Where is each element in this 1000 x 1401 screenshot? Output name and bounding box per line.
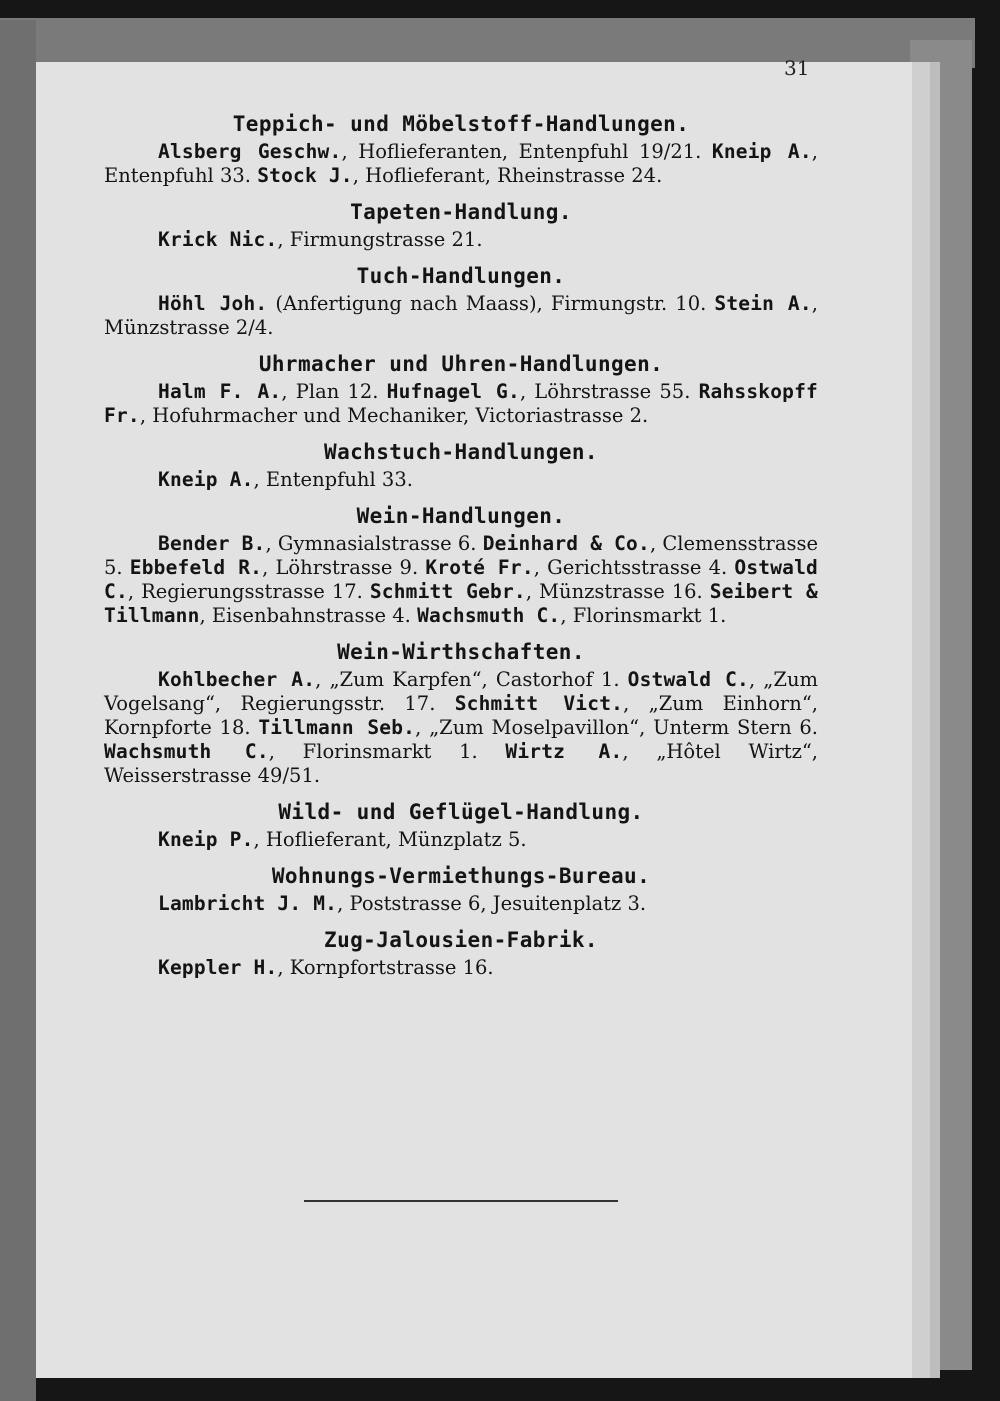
entry-name: Stock J. [257,164,353,187]
directory-entry [158,956,494,979]
entry-name: Krick Nic. [158,228,278,251]
directory-section [104,108,818,188]
entry-detail: , Hofuhrmacher und Mechaniker, Victoriastrasse 2. [139,404,649,427]
entry-name: Kneip A. [158,468,254,491]
entry-name: Deinhard & Co. [482,532,650,555]
section-entries [104,468,818,492]
entry-detail: , „Zum Karpfen“, Castorhof 1. [315,668,620,691]
entry-detail: , „Hôtel Wirtz“, Weisserstrasse 49/51. [104,740,819,787]
directory-entry [158,228,483,251]
entry-name: Kohlbecher A. [158,668,316,691]
directory-entry [158,380,378,403]
entry-name: Wachsmuth C. [104,740,269,763]
entry-detail: , Florinsmarkt 1. [560,604,727,627]
entry-name: Stein A. [714,292,812,315]
entry-detail: , Gerichtsstrasse 4. [533,556,728,579]
entry-detail: , Hoflieferant, Rheinstrasse 24. [352,164,663,187]
entry-detail: , Plan 12. [281,380,379,403]
page-edge [912,62,930,1378]
directory-entry [158,828,527,851]
page-number: 31 [784,56,810,80]
book-cover-left [0,20,36,1401]
section-heading: Wohnungs-Vermiethungs-Bureau. [271,864,651,888]
directory-section [104,196,818,252]
directory-content [104,108,818,988]
section-heading: Wachstuch-Handlungen. [324,440,598,464]
section-entries [104,828,818,852]
section-entries [104,228,818,252]
directory-entry [387,380,691,403]
entry-name: Wachsmuth C. [417,604,561,627]
section-entries [104,668,818,788]
directory-section [104,348,818,428]
entry-detail: , Löhrstrasse 9. [262,556,419,579]
section-entries [104,292,818,340]
directory-entry [258,716,818,739]
entry-name: Schmitt Gebr. [369,580,526,603]
entry-detail: (Anfertigung nach Maass), Firmungstr. 10. [267,292,707,315]
entry-detail: , Florinsmarkt 1. [268,740,478,763]
entry-detail: , „Zum Vogelsang“, Regierungsstr. 17. [104,668,818,715]
entry-name: Ebbefeld R. [129,556,263,579]
entry-name: Hufnagel G. [386,380,520,403]
entry-detail: , Münzstrasse 2/4. [104,292,818,339]
entry-detail: , Gymnasialstrasse 6. [265,532,477,555]
entry-detail: , Kornpfortstrasse 16. [277,956,494,979]
section-entries [104,532,818,628]
entry-detail: , Löhrstrasse 55. [519,380,691,403]
section-heading: Tuch-Handlungen. [356,264,566,288]
directory-entry [158,532,476,555]
section-entries [104,956,818,980]
entry-name: Kneip P. [158,828,254,851]
section-entries [104,380,818,428]
page-edge-shadow [930,62,940,1378]
entry-detail: , Münzstrasse 16. [525,580,703,603]
section-heading: Wild- und Geflügel-Handlung. [278,800,644,824]
directory-entry [257,164,662,187]
section-heading: Teppich- und Möbelstoff-Handlungen. [232,112,690,136]
entry-detail: , Hoflieferant, Münzplatz 5. [253,828,527,851]
entry-name: Alsberg Geschw. [158,140,342,163]
entry-name: Schmitt Vict. [454,692,624,715]
directory-entry [104,740,478,763]
directory-section [104,500,818,628]
directory-entry [158,468,413,491]
directory-entry [158,292,706,315]
directory-section [104,636,818,788]
section-heading: Wein-Wirthschaften. [337,640,585,664]
directory-section [104,796,818,852]
entry-name: Kneip A. [711,140,812,163]
directory-entry [425,556,727,579]
directory-entry [158,140,701,163]
section-heading: Uhrmacher und Uhren-Handlungen. [258,352,664,376]
book-cover-top [0,18,975,68]
entry-detail: , Regierungsstrasse 17. [127,580,363,603]
entry-name: Kroté Fr. [425,556,534,579]
entry-name: Rahsskopff Fr. [104,380,818,427]
entry-name: Seibert & Tillmann [104,580,818,627]
entry-detail: , Clemensstrasse 5. [104,532,818,579]
entry-name: Halm F. A. [158,380,282,403]
entry-detail: , „Zum Moselpavillon“, Unterm Stern 6. [415,716,818,739]
directory-entry [417,604,726,627]
entry-name: Lambricht J. M. [158,892,338,915]
entry-detail: , „Zum Einhorn“, Kornpforte 18. [104,692,818,739]
entry-name: Wirtz A. [505,740,623,763]
entry-detail: , Poststrasse 6, Jesuitenplatz 3. [337,892,647,915]
directory-entry [158,668,620,691]
directory-section [104,260,818,340]
end-rule [304,1200,618,1202]
entry-detail: , Entenpfuhl 33. [253,468,413,491]
directory-entry [158,892,646,915]
directory-section [104,924,818,980]
section-heading: Wein-Handlungen. [356,504,566,528]
entry-name: Keppler H. [158,956,278,979]
entry-detail: , Entenpfuhl 33. [104,140,818,187]
section-heading: Tapeten-Handlung. [350,200,572,224]
section-entries [104,892,818,916]
directory-entry [370,580,703,603]
entry-name: Höhl Joh. [158,292,268,315]
entry-name: Ostwald C. [627,668,749,691]
entry-name: Bender B. [158,532,266,555]
directory-section [104,436,818,492]
entry-name: Ostwald C. [104,556,819,603]
section-heading: Zug-Jalousien-Fabrik. [324,928,598,952]
section-entries [104,140,818,188]
entry-detail: , Firmungstrasse 21. [277,228,483,251]
directory-entry [130,556,418,579]
directory-section [104,860,818,916]
entry-name: Tillmann Seb. [258,716,416,739]
entry-detail: , Eisenbahnstrasse 4. [199,604,411,627]
entry-detail: , Hoflieferanten, Entenpfuhl 19/21. [341,140,702,163]
